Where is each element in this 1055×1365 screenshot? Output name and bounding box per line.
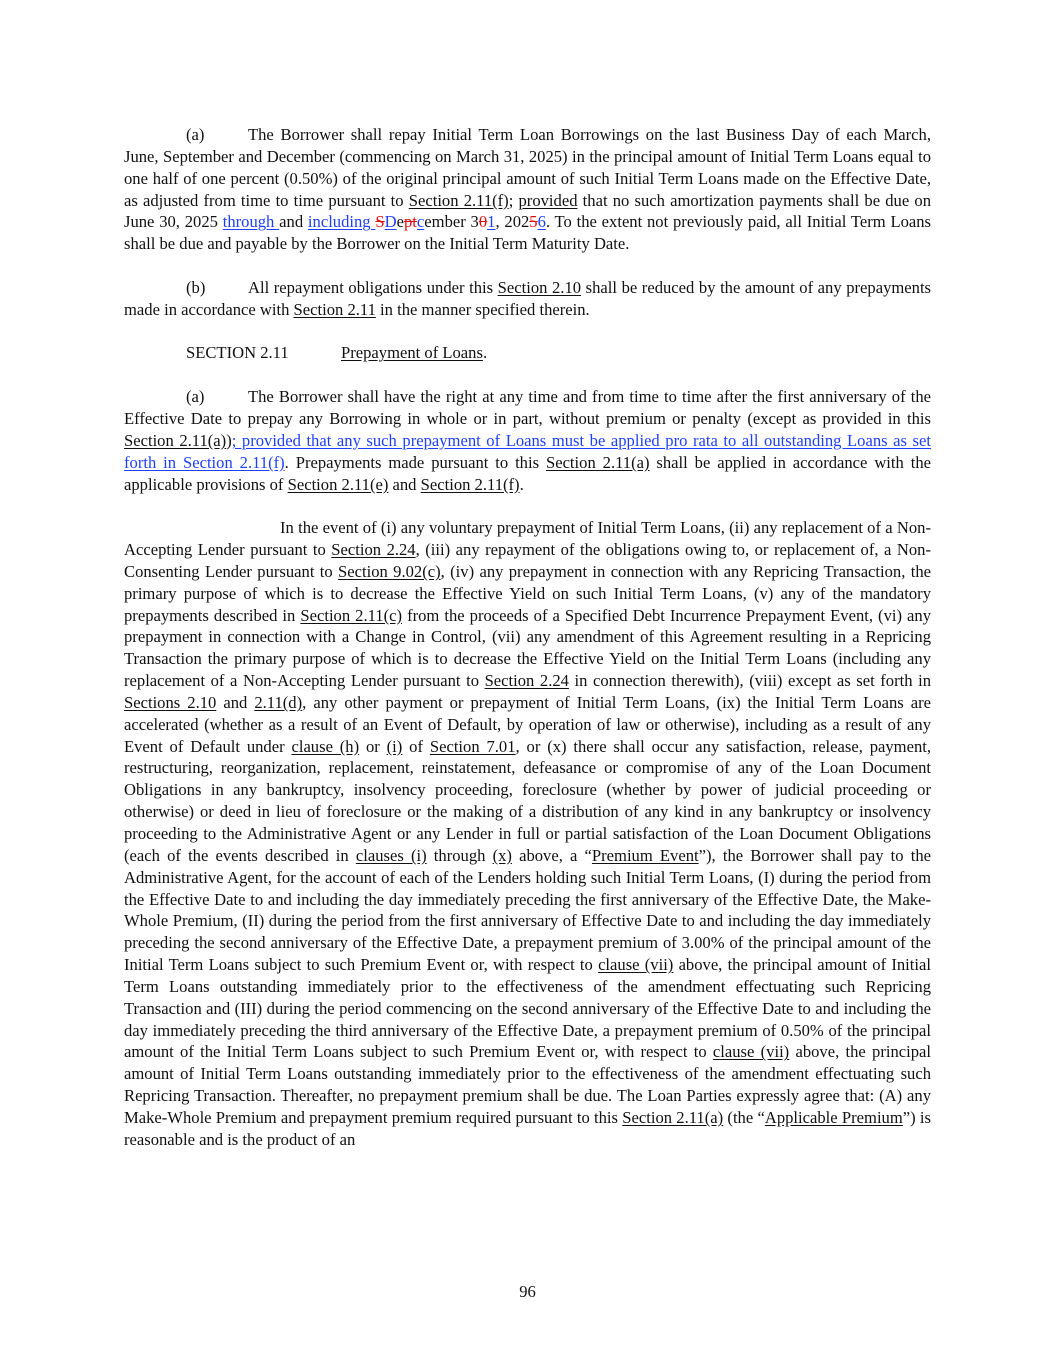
text-run: The Borrower shall repay Initial Term Loan Borrowings on the last Business Day of each March, June, September and December (commencing on March 31, 2025) in the principal amount of Initial Term Loans equal to one half of one percent (0.50%) of the original principal amount of such Initial Term Loans made on the Effective Date, as adjusted from time to time pursuant to: [124, 125, 931, 210]
cross-reference: 2.11(d): [254, 692, 303, 712]
text-run: from the proceeds of a Specified Debt Incurrence Prepayment Event, (vi) any prepayment in connection with a Change in Control, (vii) any amendment of this Agreement resulting in a Repricing Transaction the primary purpose of which is to decrease the Effective Yield on the Initial Term Loans (including any replacement of a Non-Accepting Lender pursuant to: [124, 605, 931, 691]
cross-reference: Section 2.11(a): [622, 1107, 724, 1127]
text-run: that no such amortization payments shall be due on June 30, 2025: [124, 190, 931, 232]
cross-reference: clause (vii): [712, 1042, 790, 1062]
text-run: shall be applied in accordance with the applicable provisions of: [124, 452, 932, 494]
cross-reference: Section 2.11(c): [300, 605, 403, 625]
text-run: .: [482, 343, 488, 363]
deleted-text: pt: [404, 212, 417, 232]
defined-term: Premium Event: [591, 845, 699, 865]
inserted-text: D: [384, 212, 397, 232]
text-run: .: [519, 474, 524, 494]
text-run: or: [359, 736, 387, 756]
text-run: (the “: [723, 1107, 765, 1127]
cross-reference: Sections 2.10: [124, 692, 217, 712]
page-number: 96: [519, 1282, 536, 1301]
section-title: Prepayment of Loans: [341, 343, 483, 363]
text-run: and: [279, 212, 308, 232]
cross-reference: Section 9.02(c): [338, 561, 441, 581]
text-run: , (iv) any prepayment in connection with any Repricing Transaction, the primary purpose of which is to decrease the Effective Yield on such Initial Term Loans, (v) any of the mandatory prepayments described in: [124, 561, 932, 625]
defined-term: provided: [518, 190, 578, 210]
text-run: ”) is reasonable and is the product of an: [124, 1107, 931, 1149]
section-number: SECTION 2.11: [186, 343, 289, 363]
text-run: , (iii) any repayment of the obligations owing to, or replacement of, a Non-Consenting Lender pursuant to: [124, 540, 931, 581]
text-run: and: [388, 474, 421, 494]
text-run: above, the principal amount of Initial Term Loans outstanding immediately prior to the effectiveness of the amendment effectuating such Repricing Transaction. Thereafter, no prepayment premium shall be due. The Loan Parties expressly agree that: (A) any Make-Whole Premium and prepayment premium required pursuant to this: [124, 1042, 932, 1127]
inserted-text: c: [416, 212, 425, 232]
text-run: The Borrower shall have the right at any time and from time to time after the first anniversary of the Effective Date to prepay any Borrowing in whole or in part, without premium or penalty (except as provided in this: [124, 387, 931, 428]
cross-reference: Section 7.01: [429, 736, 516, 756]
cross-reference: clauses (i): [355, 845, 427, 865]
text-run: . Prepayments made pursuant to this: [284, 452, 546, 472]
cross-reference: (x): [492, 845, 512, 865]
deleted-text: S: [375, 212, 385, 232]
text-run: above, the principal amount of Initial Term Loans outstanding immediately prior to the effectiveness of the amendment effectuating such Repricing Transaction and (III) during the period commencing on the second anniversary of the Effective Date to and including the day immediately preceding the third anniversary of the Effective Date, a prepayment premium of 0.50% of the principal amount of the Initial Term Loans subject to such Premium Event or, with respect to: [124, 955, 931, 1062]
defined-term: Applicable Premium: [764, 1107, 903, 1127]
text-run: . To the extent not previously paid, all Initial Term Loans shall be due and payable by the Borrower on the Initial Term Maturity Date.: [124, 212, 931, 254]
inserted-text: through: [222, 212, 280, 232]
paragraph-2-11-a: [124, 386, 931, 495]
text-run: ): [226, 430, 232, 450]
deleted-text: 5: [529, 212, 538, 232]
cross-reference: clause (h): [291, 736, 360, 756]
section-heading: [124, 342, 931, 364]
text-run: e: [396, 212, 404, 232]
text-run: of: [402, 736, 430, 756]
cross-reference: (i): [386, 736, 403, 756]
cross-reference: Section 2.11: [293, 299, 376, 319]
cross-reference: Section 2.11(a): [545, 452, 650, 472]
clause-label: (a): [186, 387, 205, 407]
inserted-text: including: [307, 212, 376, 232]
text-run: , 202: [495, 212, 530, 232]
paragraph-premium-event: [124, 517, 931, 1150]
paragraph-2-10-a: [124, 124, 931, 255]
cross-reference: Section 2.11(a): [124, 430, 227, 450]
clause-label: (b): [186, 277, 206, 297]
text-run: and: [216, 692, 255, 712]
cross-reference: Section 2.11(f): [420, 474, 520, 494]
deleted-text: 0: [478, 212, 488, 232]
text-run: above, a “: [511, 845, 592, 865]
cross-reference: Section 2.24: [331, 540, 416, 560]
document-page: [124, 124, 931, 1173]
text-run: in the manner specified therein.: [375, 299, 590, 319]
text-run: in connection therewith), (viii) except as set forth in: [568, 671, 931, 691]
text-run: shall be reduced by the amount of any prepayments made in accordance with: [124, 277, 932, 319]
text-run: , or (x) there shall occur any satisfaction, release, payment, restructuring, reorganization, replacement, reinstatement, defeasance or compromise of any of the Loan Document Obligations in any bankruptcy, insolvency proceeding, foreclosure (whether by power of judicial proceeding or otherwise) or deed in lieu of foreclosure or the making of a distribution of any kind in any bankruptcy or insolvency proceeding to the Administrative Agent or any Lender in full or partial satisfaction of the Loan Document Obligations (each of the events described in: [124, 736, 931, 865]
text-run: , any other payment or prepayment of Initial Term Loans, (ix) the Initial Term Loans are accelerated (whether as a result of an Event of Default, by operation of law or otherwise), including as a result of any Event of Default under: [124, 692, 931, 756]
text-run: ”), the Borrower shall pay to the Administrative Agent, for the account of each of the Lenders holding such Initial Term Loans, (I) during the period from the Effective Date to and including the day immediately preceding the first anniversary of the Effective Date, the Make-Whole Premium, (II) during the period from the first anniversary of Effective Date to and including the day immediately preceding the second anniversary of the Effective Date, a prepayment premium of 3.00% of the principal amount of the Initial Term Loans subject to such Premium Event or, with respect to: [124, 845, 931, 975]
paragraph-2-10-b: [124, 277, 931, 321]
inserted-text: 6: [537, 212, 546, 232]
cross-reference: Section 2.10: [497, 277, 582, 297]
inserted-text: 1: [487, 212, 496, 232]
cross-reference: Section 2.11(f): [408, 190, 509, 210]
cross-reference: clause (vii): [598, 955, 674, 975]
text-run: through: [426, 845, 493, 865]
text-run: ember 3: [424, 212, 479, 232]
text-run: All repayment obligations under this: [248, 277, 498, 297]
text-run: In the event of (i) any voluntary prepayment of Initial Term Loans, (ii) any replacement of a Non-Accepting Lender pursuant to: [124, 518, 931, 560]
text-run: ;: [508, 190, 519, 210]
cross-reference: Section 2.11(e): [287, 474, 389, 494]
inserted-text: ; provided that any such prepayment of Loans must be applied pro rata to all outstanding Loans as set forth in Section 2.11(f): [124, 430, 931, 472]
cross-reference: Section 2.24: [484, 671, 569, 691]
clause-label: (a): [186, 125, 205, 144]
